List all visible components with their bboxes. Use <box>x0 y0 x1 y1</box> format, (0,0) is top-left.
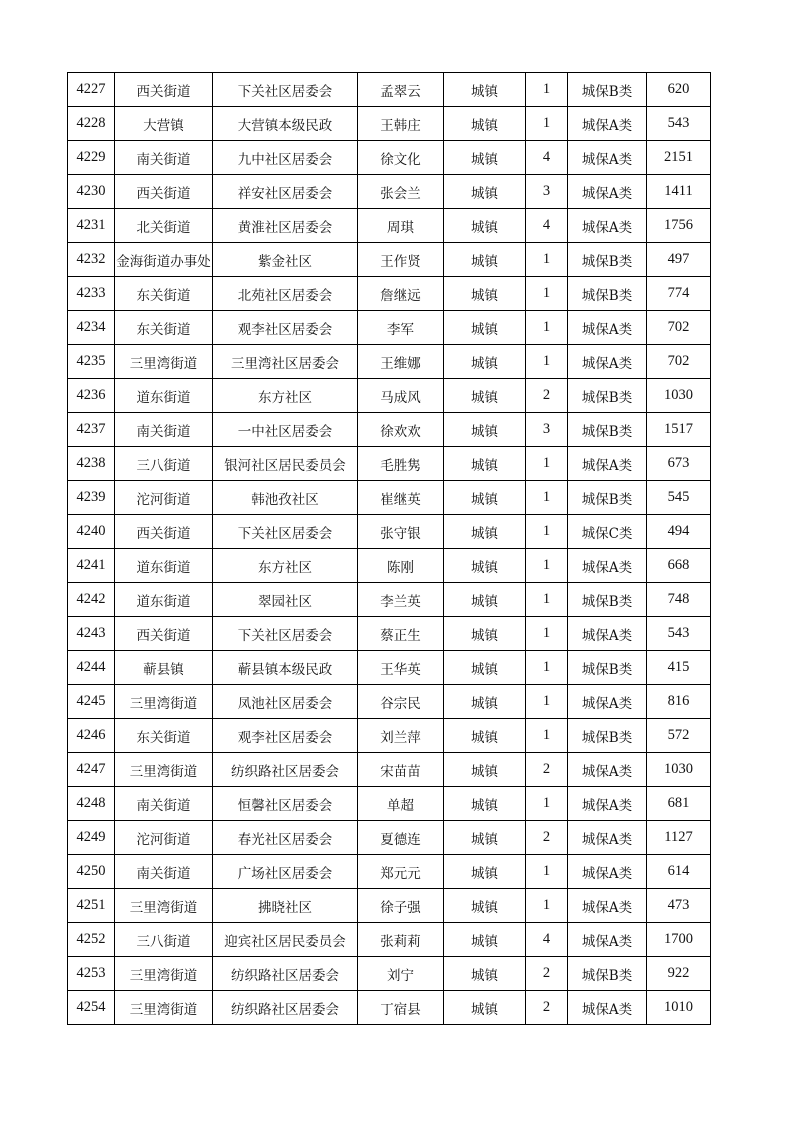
table-row <box>68 821 711 855</box>
amount-cell: 1010 <box>647 991 711 1025</box>
aid-category-cell: 城保A类 <box>568 447 647 481</box>
community-cell: 东方社区 <box>213 379 358 413</box>
area-type-cell: 城镇 <box>444 923 526 957</box>
table-body <box>68 73 711 1025</box>
subdistrict-cell: 东关街道 <box>115 277 213 311</box>
record-id-cell: 4244 <box>68 651 115 685</box>
household-size-cell: 1 <box>526 243 568 277</box>
table-row <box>68 617 711 651</box>
subdistrict-cell: 三里湾街道 <box>115 957 213 991</box>
aid-category-cell: 城保B类 <box>568 481 647 515</box>
household-size-cell: 1 <box>526 889 568 923</box>
table-row <box>68 719 711 753</box>
amount-cell: 543 <box>647 107 711 141</box>
recipient-name-cell: 张守银 <box>358 515 444 549</box>
aid-category-cell: 城保A类 <box>568 209 647 243</box>
subdistrict-cell: 沱河街道 <box>115 821 213 855</box>
recipient-name-cell: 单超 <box>358 787 444 821</box>
household-size-cell: 1 <box>526 345 568 379</box>
area-type-cell: 城镇 <box>444 787 526 821</box>
recipient-name-cell: 陈刚 <box>358 549 444 583</box>
relief-roster-table <box>67 72 711 1025</box>
community-cell: 纺织路社区居委会 <box>213 957 358 991</box>
table-row <box>68 481 711 515</box>
area-type-cell: 城镇 <box>444 345 526 379</box>
amount-cell: 774 <box>647 277 711 311</box>
household-size-cell: 1 <box>526 277 568 311</box>
subdistrict-cell: 北关街道 <box>115 209 213 243</box>
recipient-name-cell: 夏德连 <box>358 821 444 855</box>
table-row <box>68 209 711 243</box>
table-row <box>68 311 711 345</box>
subdistrict-cell: 金海街道办事处 <box>115 243 213 277</box>
recipient-name-cell: 王维娜 <box>358 345 444 379</box>
amount-cell: 545 <box>647 481 711 515</box>
aid-category-cell: 城保B类 <box>568 277 647 311</box>
aid-category-cell: 城保A类 <box>568 175 647 209</box>
amount-cell: 2151 <box>647 141 711 175</box>
record-id-cell: 4233 <box>68 277 115 311</box>
aid-category-cell: 城保A类 <box>568 617 647 651</box>
area-type-cell: 城镇 <box>444 549 526 583</box>
amount-cell: 543 <box>647 617 711 651</box>
area-type-cell: 城镇 <box>444 481 526 515</box>
record-id-cell: 4239 <box>68 481 115 515</box>
record-id-cell: 4251 <box>68 889 115 923</box>
amount-cell: 1756 <box>647 209 711 243</box>
area-type-cell: 城镇 <box>444 175 526 209</box>
household-size-cell: 2 <box>526 821 568 855</box>
table-row <box>68 345 711 379</box>
record-id-cell: 4236 <box>68 379 115 413</box>
record-id-cell: 4250 <box>68 855 115 889</box>
recipient-name-cell: 刘兰萍 <box>358 719 444 753</box>
table-row <box>68 73 711 107</box>
community-cell: 迎宾社区居民委员会 <box>213 923 358 957</box>
table-row <box>68 855 711 889</box>
aid-category-cell: 城保A类 <box>568 821 647 855</box>
subdistrict-cell: 南关街道 <box>115 787 213 821</box>
community-cell: 观李社区居委会 <box>213 311 358 345</box>
area-type-cell: 城镇 <box>444 311 526 345</box>
amount-cell: 748 <box>647 583 711 617</box>
table-row <box>68 243 711 277</box>
area-type-cell: 城镇 <box>444 821 526 855</box>
table-row <box>68 957 711 991</box>
amount-cell: 702 <box>647 345 711 379</box>
amount-cell: 922 <box>647 957 711 991</box>
household-size-cell: 1 <box>526 311 568 345</box>
area-type-cell: 城镇 <box>444 209 526 243</box>
community-cell: 纺织路社区居委会 <box>213 991 358 1025</box>
aid-category-cell: 城保A类 <box>568 311 647 345</box>
area-type-cell: 城镇 <box>444 957 526 991</box>
recipient-name-cell: 蔡正生 <box>358 617 444 651</box>
recipient-name-cell: 宋苗苗 <box>358 753 444 787</box>
record-id-cell: 4247 <box>68 753 115 787</box>
recipient-name-cell: 徐欢欢 <box>358 413 444 447</box>
record-id-cell: 4240 <box>68 515 115 549</box>
record-id-cell: 4238 <box>68 447 115 481</box>
recipient-name-cell: 徐文化 <box>358 141 444 175</box>
community-cell: 春光社区居委会 <box>213 821 358 855</box>
community-cell: 九中社区居委会 <box>213 141 358 175</box>
recipient-name-cell: 王韩庄 <box>358 107 444 141</box>
record-id-cell: 4248 <box>68 787 115 821</box>
subdistrict-cell: 南关街道 <box>115 855 213 889</box>
record-id-cell: 4230 <box>68 175 115 209</box>
community-cell: 拂晓社区 <box>213 889 358 923</box>
subdistrict-cell: 三里湾街道 <box>115 991 213 1025</box>
community-cell: 黄淮社区居委会 <box>213 209 358 243</box>
area-type-cell: 城镇 <box>444 277 526 311</box>
household-size-cell: 1 <box>526 617 568 651</box>
amount-cell: 816 <box>647 685 711 719</box>
area-type-cell: 城镇 <box>444 617 526 651</box>
recipient-name-cell: 张会兰 <box>358 175 444 209</box>
aid-category-cell: 城保A类 <box>568 991 647 1025</box>
subdistrict-cell: 三里湾街道 <box>115 685 213 719</box>
aid-category-cell: 城保A类 <box>568 753 647 787</box>
record-id-cell: 4237 <box>68 413 115 447</box>
area-type-cell: 城镇 <box>444 991 526 1025</box>
area-type-cell: 城镇 <box>444 889 526 923</box>
record-id-cell: 4231 <box>68 209 115 243</box>
aid-category-cell: 城保B类 <box>568 379 647 413</box>
aid-category-cell: 城保A类 <box>568 889 647 923</box>
amount-cell: 572 <box>647 719 711 753</box>
household-size-cell: 1 <box>526 481 568 515</box>
community-cell: 恒馨社区居委会 <box>213 787 358 821</box>
amount-cell: 415 <box>647 651 711 685</box>
area-type-cell: 城镇 <box>444 141 526 175</box>
household-size-cell: 1 <box>526 515 568 549</box>
amount-cell: 1030 <box>647 379 711 413</box>
record-id-cell: 4241 <box>68 549 115 583</box>
table-row <box>68 651 711 685</box>
aid-category-cell: 城保A类 <box>568 685 647 719</box>
table-row <box>68 923 711 957</box>
subdistrict-cell: 道东街道 <box>115 549 213 583</box>
aid-category-cell: 城保A类 <box>568 107 647 141</box>
table-row <box>68 685 711 719</box>
community-cell: 观李社区居委会 <box>213 719 358 753</box>
recipient-name-cell: 徐子强 <box>358 889 444 923</box>
record-id-cell: 4242 <box>68 583 115 617</box>
area-type-cell: 城镇 <box>444 583 526 617</box>
record-id-cell: 4228 <box>68 107 115 141</box>
table-row <box>68 889 711 923</box>
amount-cell: 681 <box>647 787 711 821</box>
subdistrict-cell: 西关街道 <box>115 175 213 209</box>
subdistrict-cell: 三里湾街道 <box>115 889 213 923</box>
record-id-cell: 4235 <box>68 345 115 379</box>
household-size-cell: 2 <box>526 753 568 787</box>
record-id-cell: 4245 <box>68 685 115 719</box>
amount-cell: 1700 <box>647 923 711 957</box>
subdistrict-cell: 东关街道 <box>115 719 213 753</box>
community-cell: 蕲县镇本级民政 <box>213 651 358 685</box>
recipient-name-cell: 刘宁 <box>358 957 444 991</box>
community-cell: 三里湾社区居委会 <box>213 345 358 379</box>
subdistrict-cell: 南关街道 <box>115 141 213 175</box>
recipient-name-cell: 张莉莉 <box>358 923 444 957</box>
aid-category-cell: 城保A类 <box>568 345 647 379</box>
household-size-cell: 4 <box>526 923 568 957</box>
household-size-cell: 1 <box>526 855 568 889</box>
household-size-cell: 1 <box>526 719 568 753</box>
household-size-cell: 1 <box>526 447 568 481</box>
table-row <box>68 991 711 1025</box>
table-row <box>68 549 711 583</box>
community-cell: 大营镇本级民政 <box>213 107 358 141</box>
area-type-cell: 城镇 <box>444 515 526 549</box>
amount-cell: 668 <box>647 549 711 583</box>
aid-category-cell: 城保A类 <box>568 141 647 175</box>
amount-cell: 494 <box>647 515 711 549</box>
amount-cell: 1030 <box>647 753 711 787</box>
aid-category-cell: 城保A类 <box>568 923 647 957</box>
recipient-name-cell: 丁宿县 <box>358 991 444 1025</box>
record-id-cell: 4253 <box>68 957 115 991</box>
table-row <box>68 753 711 787</box>
amount-cell: 1411 <box>647 175 711 209</box>
community-cell: 祥安社区居委会 <box>213 175 358 209</box>
household-size-cell: 3 <box>526 413 568 447</box>
table-row <box>68 379 711 413</box>
recipient-name-cell: 马成风 <box>358 379 444 413</box>
table-row <box>68 515 711 549</box>
record-id-cell: 4227 <box>68 73 115 107</box>
table-row <box>68 413 711 447</box>
area-type-cell: 城镇 <box>444 685 526 719</box>
household-size-cell: 1 <box>526 685 568 719</box>
amount-cell: 473 <box>647 889 711 923</box>
aid-category-cell: 城保A类 <box>568 787 647 821</box>
community-cell: 翠园社区 <box>213 583 358 617</box>
area-type-cell: 城镇 <box>444 651 526 685</box>
household-size-cell: 3 <box>526 175 568 209</box>
recipient-name-cell: 毛胜隽 <box>358 447 444 481</box>
subdistrict-cell: 西关街道 <box>115 73 213 107</box>
household-size-cell: 2 <box>526 991 568 1025</box>
aid-category-cell: 城保B类 <box>568 719 647 753</box>
table-row <box>68 107 711 141</box>
recipient-name-cell: 崔继英 <box>358 481 444 515</box>
household-size-cell: 2 <box>526 379 568 413</box>
community-cell: 一中社区居委会 <box>213 413 358 447</box>
amount-cell: 614 <box>647 855 711 889</box>
aid-category-cell: 城保A类 <box>568 855 647 889</box>
table-row <box>68 583 711 617</box>
area-type-cell: 城镇 <box>444 379 526 413</box>
subdistrict-cell: 西关街道 <box>115 515 213 549</box>
area-type-cell: 城镇 <box>444 447 526 481</box>
subdistrict-cell: 大营镇 <box>115 107 213 141</box>
record-id-cell: 4246 <box>68 719 115 753</box>
amount-cell: 620 <box>647 73 711 107</box>
subdistrict-cell: 三里湾街道 <box>115 345 213 379</box>
household-size-cell: 1 <box>526 583 568 617</box>
area-type-cell: 城镇 <box>444 855 526 889</box>
table-row <box>68 787 711 821</box>
recipient-name-cell: 孟翠云 <box>358 73 444 107</box>
community-cell: 韩池孜社区 <box>213 481 358 515</box>
household-size-cell: 1 <box>526 549 568 583</box>
amount-cell: 702 <box>647 311 711 345</box>
household-size-cell: 4 <box>526 209 568 243</box>
record-id-cell: 4234 <box>68 311 115 345</box>
area-type-cell: 城镇 <box>444 73 526 107</box>
recipient-name-cell: 郑元元 <box>358 855 444 889</box>
area-type-cell: 城镇 <box>444 413 526 447</box>
area-type-cell: 城镇 <box>444 243 526 277</box>
community-cell: 下关社区居委会 <box>213 515 358 549</box>
household-size-cell: 1 <box>526 107 568 141</box>
subdistrict-cell: 三里湾街道 <box>115 753 213 787</box>
record-id-cell: 4254 <box>68 991 115 1025</box>
household-size-cell: 1 <box>526 651 568 685</box>
community-cell: 凤池社区居委会 <box>213 685 358 719</box>
table-row <box>68 447 711 481</box>
recipient-name-cell: 周琪 <box>358 209 444 243</box>
area-type-cell: 城镇 <box>444 753 526 787</box>
aid-category-cell: 城保B类 <box>568 413 647 447</box>
household-size-cell: 2 <box>526 957 568 991</box>
record-id-cell: 4249 <box>68 821 115 855</box>
aid-category-cell: 城保B类 <box>568 243 647 277</box>
record-id-cell: 4252 <box>68 923 115 957</box>
recipient-name-cell: 谷宗民 <box>358 685 444 719</box>
record-id-cell: 4229 <box>68 141 115 175</box>
community-cell: 广场社区居委会 <box>213 855 358 889</box>
aid-category-cell: 城保B类 <box>568 651 647 685</box>
community-cell: 紫金社区 <box>213 243 358 277</box>
community-cell: 银河社区居民委员会 <box>213 447 358 481</box>
subdistrict-cell: 东关街道 <box>115 311 213 345</box>
recipient-name-cell: 李兰英 <box>358 583 444 617</box>
subdistrict-cell: 三八街道 <box>115 923 213 957</box>
table-row <box>68 141 711 175</box>
recipient-name-cell: 李军 <box>358 311 444 345</box>
subdistrict-cell: 南关街道 <box>115 413 213 447</box>
area-type-cell: 城镇 <box>444 107 526 141</box>
community-cell: 下关社区居委会 <box>213 73 358 107</box>
community-cell: 东方社区 <box>213 549 358 583</box>
area-type-cell: 城镇 <box>444 719 526 753</box>
subdistrict-cell: 蕲县镇 <box>115 651 213 685</box>
aid-category-cell: 城保B类 <box>568 73 647 107</box>
subdistrict-cell: 道东街道 <box>115 583 213 617</box>
table-row <box>68 277 711 311</box>
subdistrict-cell: 三八街道 <box>115 447 213 481</box>
subdistrict-cell: 沱河街道 <box>115 481 213 515</box>
household-size-cell: 1 <box>526 73 568 107</box>
aid-category-cell: 城保B类 <box>568 957 647 991</box>
household-size-cell: 4 <box>526 141 568 175</box>
record-id-cell: 4232 <box>68 243 115 277</box>
aid-category-cell: 城保C类 <box>568 515 647 549</box>
household-size-cell: 1 <box>526 787 568 821</box>
subdistrict-cell: 道东街道 <box>115 379 213 413</box>
recipient-name-cell: 詹继远 <box>358 277 444 311</box>
aid-category-cell: 城保A类 <box>568 549 647 583</box>
recipient-name-cell: 王作贤 <box>358 243 444 277</box>
record-id-cell: 4243 <box>68 617 115 651</box>
aid-category-cell: 城保B类 <box>568 583 647 617</box>
community-cell: 北苑社区居委会 <box>213 277 358 311</box>
subdistrict-cell: 西关街道 <box>115 617 213 651</box>
recipient-name-cell: 王华英 <box>358 651 444 685</box>
table-row <box>68 175 711 209</box>
amount-cell: 497 <box>647 243 711 277</box>
amount-cell: 673 <box>647 447 711 481</box>
amount-cell: 1517 <box>647 413 711 447</box>
community-cell: 纺织路社区居委会 <box>213 753 358 787</box>
community-cell: 下关社区居委会 <box>213 617 358 651</box>
amount-cell: 1127 <box>647 821 711 855</box>
